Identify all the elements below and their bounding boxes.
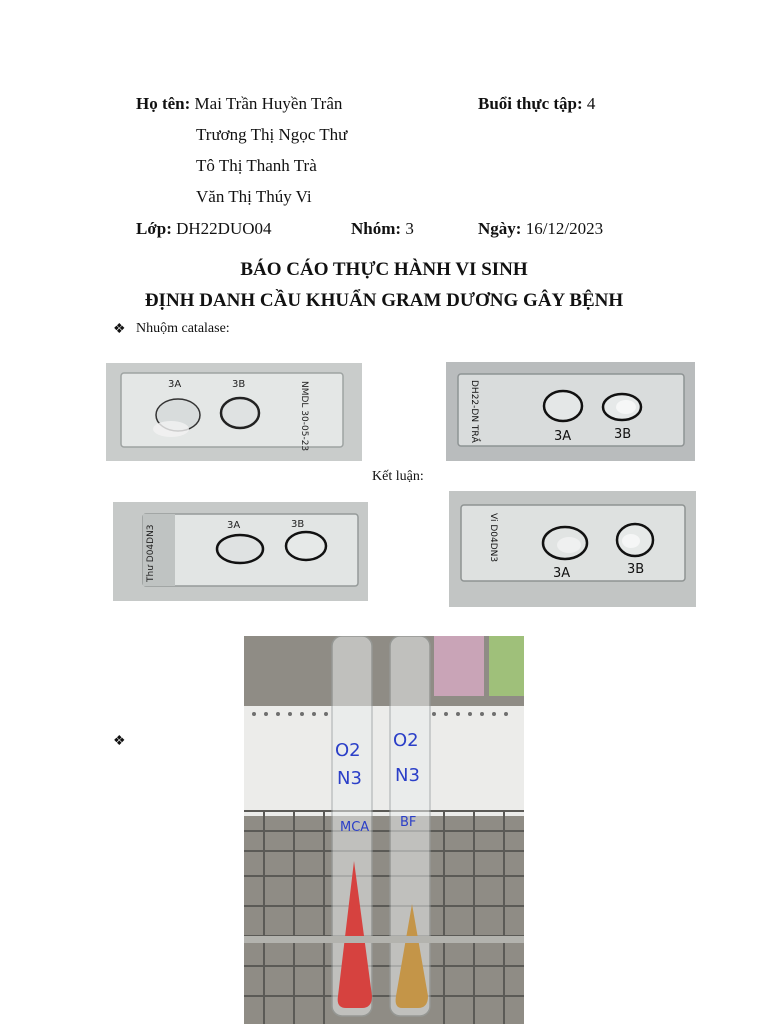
slide-4-label-b: 3B	[627, 562, 645, 577]
class-label: Lớp:	[136, 219, 172, 238]
tube-2-line-3: BF	[400, 815, 417, 830]
group-label: Nhóm:	[351, 219, 402, 238]
slide-2-svg	[446, 362, 695, 461]
slide-3-side-text: Thư D04DN3	[146, 524, 156, 582]
slide-3-svg	[113, 502, 368, 601]
class-field	[136, 219, 272, 239]
catalase-slide-photo-2	[446, 362, 695, 461]
slide-4-side-text: Vi D04DN3	[488, 513, 498, 563]
date-value: 16/12/2023	[525, 219, 604, 238]
slide-1-label-a: 3A	[168, 379, 182, 390]
date-field	[478, 219, 603, 239]
tube-1-line-1: O2	[335, 740, 361, 761]
section-catalase-label: Nhuộm catalase:	[136, 321, 230, 336]
slide-3-label-a: 3A	[227, 520, 241, 531]
bullet-1: ❖	[113, 322, 126, 337]
date-label: Ngày:	[478, 219, 522, 238]
slide-4-label-a: 3A	[553, 566, 571, 581]
slide-1-svg	[106, 363, 362, 461]
tube-1-line-3: MCA	[340, 820, 370, 835]
session-field	[478, 94, 595, 114]
report-subtitle: ĐỊNH DANH CẦU KHUẨN GRAM DƯƠNG GÂY BỆNH	[144, 290, 624, 311]
catalase-slide-photo-4	[449, 491, 696, 607]
slide-3-label-b: 3B	[291, 519, 305, 530]
names-row-1	[136, 94, 342, 114]
tube-2-line-1: O2	[393, 730, 419, 751]
culture-tubes-photo	[244, 636, 524, 1024]
tube-1-line-2: N3	[337, 768, 362, 789]
slide-2-label-a: 3A	[554, 429, 572, 444]
slide-2-side-text: DH22-DN TRẦ	[469, 380, 479, 443]
session-value: 4	[586, 94, 596, 113]
name-3: Tô Thị Thanh Trà	[196, 156, 317, 175]
catalase-slide-photo-1	[106, 363, 362, 461]
slide-1-side-text: NMDL 30-05-23	[299, 381, 309, 452]
tubes-svg	[244, 636, 524, 1024]
name-4: Văn Thị Thúy Vi	[196, 187, 312, 206]
tube-2-line-2: N3	[395, 765, 420, 786]
slide-4-svg	[449, 491, 696, 607]
slide-2-label-b: 3B	[614, 427, 632, 442]
report-title: BÁO CÁO THỰC HÀNH VI SINH	[240, 259, 528, 280]
group-value: 3	[405, 219, 414, 238]
name-2: Trương Thị Ngọc Thư	[196, 125, 348, 144]
session-label: Buổi thực tập:	[478, 94, 583, 113]
catalase-slide-photo-3	[113, 502, 368, 601]
group-field	[351, 219, 414, 239]
bullet-2: ❖	[113, 734, 126, 749]
slide-1-label-b: 3B	[232, 379, 246, 390]
names-label: Họ tên:	[136, 94, 191, 113]
class-value: DH22DUO04	[176, 219, 272, 238]
conclusion-label: Kết luận:	[372, 469, 424, 484]
name-1: Mai Trần Huyền Trân	[194, 94, 343, 113]
